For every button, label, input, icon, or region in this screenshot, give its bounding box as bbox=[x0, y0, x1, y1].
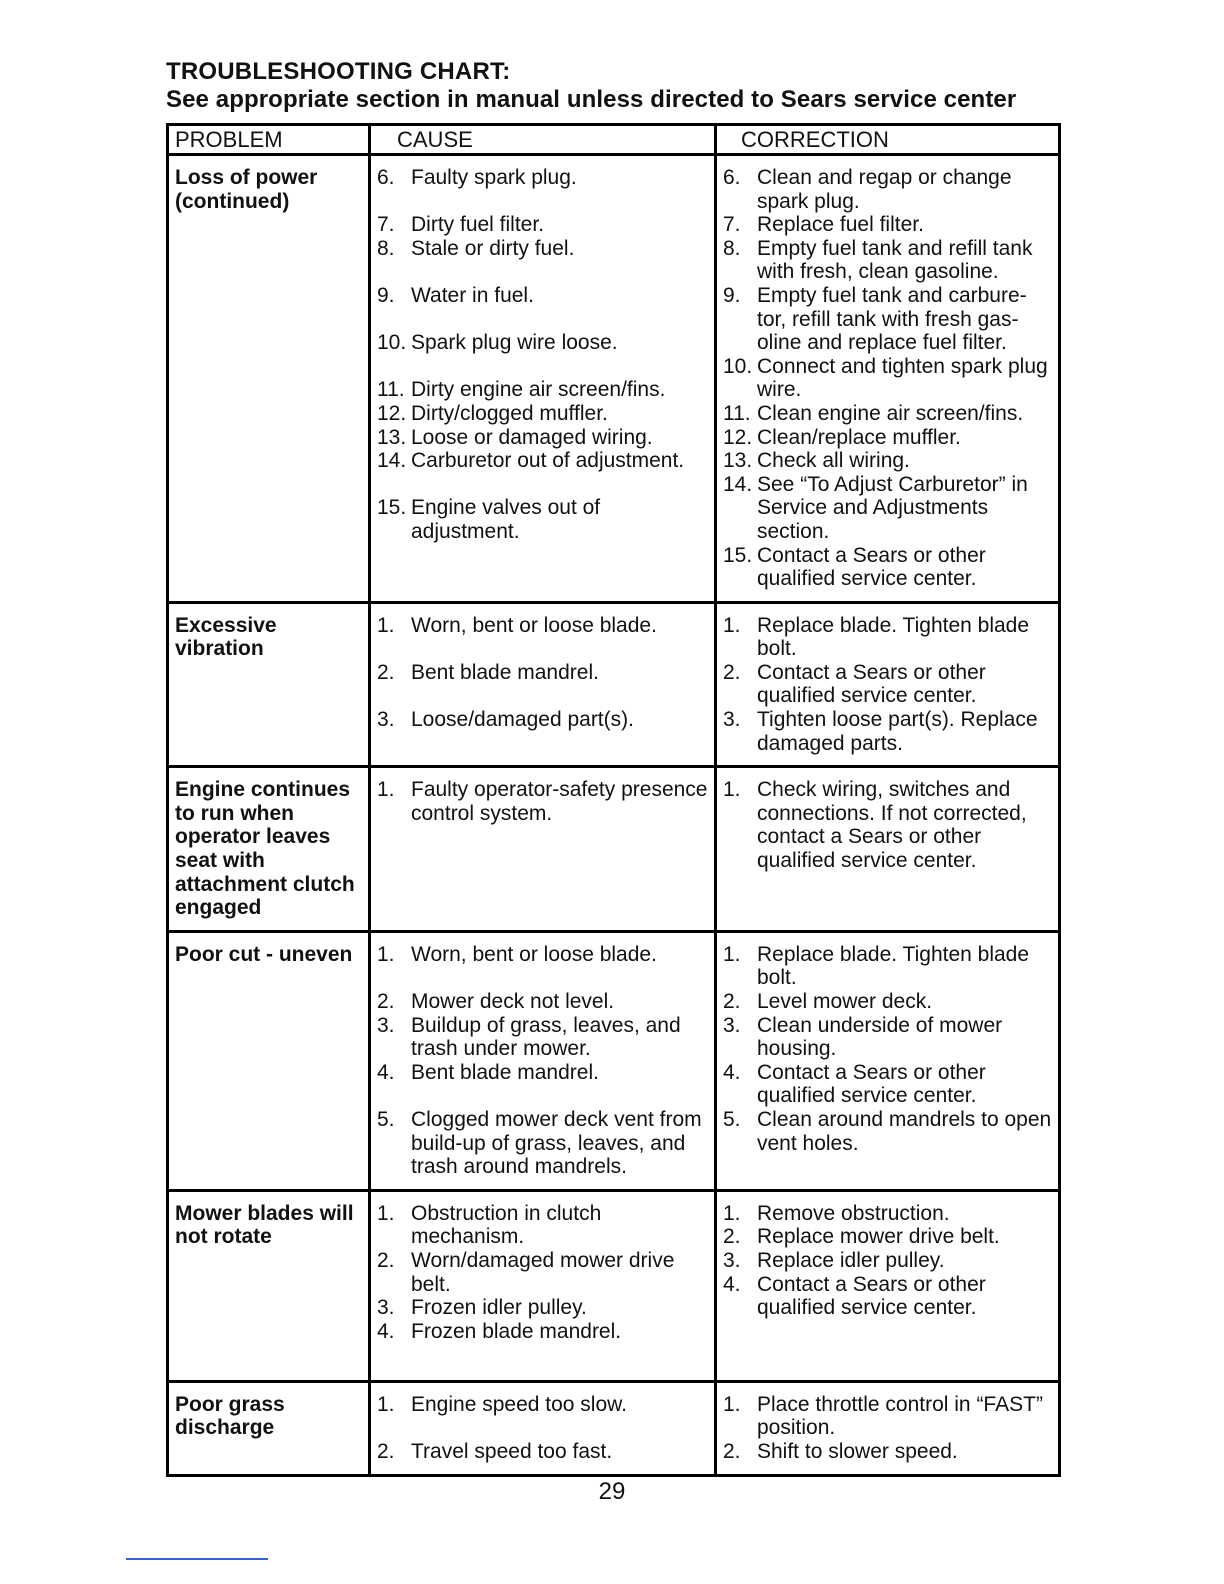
item-text: Buildup of grass, leaves, and trash under mower. bbox=[411, 1013, 681, 1061]
table-row bbox=[168, 1190, 1060, 1381]
table-row bbox=[168, 602, 1060, 767]
list-item bbox=[377, 426, 710, 450]
cause-cell bbox=[370, 602, 716, 767]
item-number: 2. bbox=[377, 1439, 395, 1463]
list-item bbox=[377, 990, 710, 1014]
cause-cell bbox=[370, 1190, 716, 1381]
item-number: 1. bbox=[377, 778, 395, 802]
correction-cell bbox=[716, 1381, 1060, 1475]
item-number: 4. bbox=[723, 1272, 741, 1296]
item-text: Frozen idler pulley. bbox=[411, 1296, 587, 1320]
item-number: 7. bbox=[723, 213, 741, 237]
item-number: 7. bbox=[377, 213, 395, 237]
item-number: 14. bbox=[723, 472, 753, 496]
item-text: Engine speed too slow. bbox=[411, 1392, 627, 1416]
item-text: Connect and tighten spark plug wire. bbox=[757, 354, 1048, 402]
item-text: Dirty engine air screen/fins. bbox=[411, 378, 666, 402]
header-problem: PROBLEM bbox=[168, 125, 370, 155]
item-number: 4. bbox=[377, 1319, 395, 1343]
page-number: 29 bbox=[598, 1478, 626, 1505]
item-number: 4. bbox=[723, 1060, 741, 1084]
item-text: Clean/replace muffler. bbox=[757, 425, 961, 449]
footer-rule bbox=[126, 1558, 268, 1560]
cause-cell bbox=[370, 931, 716, 1190]
item-text: Empty fuel tank and refill tank with fresh, clean gasoline. bbox=[757, 236, 1033, 284]
list-item bbox=[377, 778, 710, 825]
correction-cell bbox=[716, 155, 1060, 603]
problem-cell: Loss of power (continued) bbox=[168, 155, 370, 603]
item-number: 13. bbox=[723, 449, 753, 473]
item-text: Faulty spark plug. bbox=[411, 166, 577, 189]
item-text: Remove obstruction. bbox=[757, 1201, 950, 1225]
item-text: Clean around mandrels to open vent holes. bbox=[757, 1107, 1052, 1155]
list-item bbox=[377, 331, 710, 355]
item-text: Empty fuel tank and carbure-tor, refill tank with fresh gas-oline and replace fuel filter. bbox=[757, 283, 1027, 355]
list-item bbox=[723, 1273, 1054, 1320]
item-number: 3. bbox=[377, 1013, 395, 1037]
table-row bbox=[168, 767, 1060, 932]
item-text: Replace blade. Tighten blade bolt. bbox=[757, 613, 1030, 661]
item-text: Shift to slower speed. bbox=[757, 1439, 958, 1463]
item-number: 6. bbox=[377, 166, 395, 189]
list-item bbox=[723, 1014, 1054, 1061]
item-number: 1. bbox=[723, 1392, 741, 1416]
item-number: 8. bbox=[377, 236, 395, 260]
item-text: Travel speed too fast. bbox=[411, 1439, 613, 1463]
item-text: Tighten loose part(s). Replace damaged parts. bbox=[757, 708, 1038, 755]
list-item bbox=[377, 496, 710, 543]
list-item bbox=[723, 213, 1054, 237]
item-text: Worn, bent or loose blade. bbox=[411, 613, 657, 637]
item-number: 1. bbox=[377, 942, 395, 966]
chart-heading: TROUBLESHOOTING CHART: bbox=[166, 58, 511, 85]
list-item bbox=[723, 237, 1054, 284]
list-item bbox=[723, 1108, 1054, 1155]
item-text: Loose/damaged part(s). bbox=[411, 708, 634, 732]
cause-cell bbox=[370, 767, 716, 932]
table-row bbox=[168, 931, 1060, 1190]
list-item bbox=[723, 614, 1054, 661]
list-item bbox=[377, 1014, 710, 1061]
item-number: 2. bbox=[723, 1225, 741, 1249]
list-item bbox=[377, 708, 710, 732]
list-item bbox=[723, 1393, 1054, 1440]
list-item bbox=[723, 402, 1054, 426]
list-item bbox=[377, 1061, 710, 1085]
list-item bbox=[377, 1202, 710, 1249]
cause-cell bbox=[370, 155, 716, 603]
item-number: 3. bbox=[723, 708, 741, 732]
item-number: 1. bbox=[377, 613, 395, 637]
list-item bbox=[377, 378, 710, 402]
item-text: Clean underside of mower housing. bbox=[757, 1013, 1003, 1061]
list-item bbox=[723, 708, 1054, 755]
item-text: Bent blade mandrel. bbox=[411, 660, 599, 684]
item-number: 10. bbox=[377, 331, 407, 355]
item-number: 5. bbox=[377, 1107, 395, 1131]
item-text: Obstruction in clutch mechanism. bbox=[411, 1201, 602, 1249]
item-number: 11. bbox=[377, 378, 405, 402]
item-text: Clogged mower deck vent from build-up of grass, leaves, and trash around mandrels. bbox=[411, 1107, 702, 1179]
item-text: Dirty/clogged muffler. bbox=[411, 401, 608, 425]
list-item bbox=[723, 1440, 1054, 1464]
list-item bbox=[377, 661, 710, 685]
item-number: 3. bbox=[377, 1296, 395, 1320]
item-text: Check wiring, switches and connections. If not corrected, contact a Sears or other qualified service center. bbox=[757, 778, 1027, 873]
list-item bbox=[723, 544, 1054, 591]
header-correction: CORRECTION bbox=[716, 125, 1060, 155]
item-text: Bent blade mandrel. bbox=[411, 1060, 599, 1084]
correction-cell bbox=[716, 1190, 1060, 1381]
list-item bbox=[377, 943, 710, 967]
item-text: Carburetor out of adjustment. bbox=[411, 449, 685, 473]
item-number: 2. bbox=[723, 990, 741, 1013]
item-number: 1. bbox=[377, 1201, 395, 1225]
item-number: 2. bbox=[377, 1248, 395, 1272]
problem-cell: Excessive vibration bbox=[168, 602, 370, 767]
list-item bbox=[723, 1202, 1054, 1226]
list-item bbox=[377, 237, 710, 261]
correction-cell bbox=[716, 767, 1060, 932]
item-number: 13. bbox=[377, 425, 407, 449]
item-number: 3. bbox=[723, 1013, 741, 1037]
list-item bbox=[723, 166, 1054, 213]
item-number: 14. bbox=[377, 449, 407, 473]
correction-cell bbox=[716, 931, 1060, 1190]
item-text: Faulty operator-safety presence control system. bbox=[411, 778, 708, 825]
item-text: Check all wiring. bbox=[757, 449, 910, 473]
list-item bbox=[377, 1393, 710, 1417]
chart-subheading: See appropriate section in manual unless directed to Sears service center bbox=[166, 86, 1017, 113]
item-text: Place throttle control in “FAST” position. bbox=[757, 1392, 1043, 1440]
list-item bbox=[723, 1249, 1054, 1273]
list-item bbox=[723, 284, 1054, 355]
list-item bbox=[723, 990, 1054, 1014]
list-item bbox=[723, 355, 1054, 402]
item-number: 2. bbox=[723, 1439, 741, 1463]
item-number: 1. bbox=[723, 613, 741, 637]
problem-cell: Engine continues to run when operator leaves seat with attachment clutch engaged bbox=[168, 767, 370, 932]
table-row bbox=[168, 1381, 1060, 1475]
table-body bbox=[168, 155, 1060, 1476]
list-item bbox=[377, 1440, 710, 1464]
problem-cell: Poor cut - uneven bbox=[168, 931, 370, 1190]
list-item bbox=[723, 1061, 1054, 1108]
header-cause: CAUSE bbox=[370, 125, 716, 155]
item-text: Contact a Sears or other qualified service center. bbox=[757, 543, 986, 591]
list-item bbox=[377, 1249, 710, 1296]
item-number: 5. bbox=[723, 1107, 741, 1131]
list-item bbox=[377, 1320, 710, 1344]
item-number: 10. bbox=[723, 354, 753, 378]
item-text: Replace mower drive belt. bbox=[757, 1225, 1000, 1249]
item-text: Worn, bent or loose blade. bbox=[411, 942, 657, 966]
item-number: 2. bbox=[377, 990, 395, 1013]
item-number: 12. bbox=[723, 425, 753, 449]
item-number: 1. bbox=[723, 1201, 741, 1225]
item-text: Contact a Sears or other qualified service center. bbox=[757, 1060, 986, 1108]
list-item bbox=[723, 778, 1054, 872]
item-text: Dirty fuel filter. bbox=[411, 213, 545, 237]
item-text: Spark plug wire loose. bbox=[411, 331, 618, 355]
item-text: Replace fuel filter. bbox=[757, 213, 924, 237]
item-number: 3. bbox=[377, 708, 395, 732]
item-text: Replace blade. Tighten blade bolt. bbox=[757, 942, 1030, 990]
item-number: 9. bbox=[377, 283, 395, 307]
item-text: Frozen blade mandrel. bbox=[411, 1319, 622, 1343]
correction-cell bbox=[716, 602, 1060, 767]
list-item bbox=[377, 1108, 710, 1179]
list-item bbox=[377, 213, 710, 237]
list-item bbox=[377, 166, 710, 190]
item-number: 2. bbox=[723, 660, 741, 684]
item-text: Replace idler pulley. bbox=[757, 1248, 945, 1272]
item-number: 4. bbox=[377, 1060, 395, 1084]
item-text: Worn/damaged mower drive belt. bbox=[411, 1248, 675, 1296]
problem-cell: Poor grass discharge bbox=[168, 1381, 370, 1475]
item-text: Level mower deck. bbox=[757, 990, 933, 1013]
list-item bbox=[377, 1296, 710, 1320]
item-number: 1. bbox=[723, 942, 741, 966]
item-text: Clean and regap or change spark plug. bbox=[757, 166, 1012, 213]
item-text: Clean engine air screen/fins. bbox=[757, 401, 1024, 425]
item-number: 6. bbox=[723, 166, 741, 189]
item-number: 8. bbox=[723, 236, 741, 260]
item-number: 1. bbox=[723, 778, 741, 802]
cause-cell bbox=[370, 1381, 716, 1475]
troubleshooting-table bbox=[166, 123, 1061, 1477]
list-item bbox=[377, 402, 710, 426]
item-text: Loose or damaged wiring. bbox=[411, 425, 653, 449]
table-header-row bbox=[168, 125, 1060, 155]
item-number: 11. bbox=[723, 401, 751, 425]
item-number: 3. bbox=[723, 1248, 741, 1272]
item-text: Water in fuel. bbox=[411, 283, 534, 307]
table-row bbox=[168, 155, 1060, 603]
item-number: 9. bbox=[723, 283, 741, 307]
problem-cell: Mower blades will not rotate bbox=[168, 1190, 370, 1381]
list-item bbox=[377, 284, 710, 308]
list-item bbox=[377, 614, 710, 638]
item-number: 1. bbox=[377, 1392, 395, 1416]
item-number: 15. bbox=[377, 496, 407, 520]
list-item bbox=[723, 449, 1054, 473]
item-text: Stale or dirty fuel. bbox=[411, 236, 575, 260]
item-text: Contact a Sears or other qualified service center. bbox=[757, 1272, 986, 1320]
item-text: See “To Adjust Carburetor” in Service and Adjustments section. bbox=[757, 472, 1028, 543]
list-item bbox=[723, 1225, 1054, 1249]
list-item bbox=[723, 661, 1054, 708]
list-item bbox=[723, 426, 1054, 450]
list-item bbox=[723, 943, 1054, 990]
list-item bbox=[723, 473, 1054, 544]
list-item bbox=[377, 449, 710, 473]
item-text: Contact a Sears or other qualified service center. bbox=[757, 660, 986, 708]
item-number: 15. bbox=[723, 543, 753, 567]
item-text: Mower deck not level. bbox=[411, 990, 615, 1013]
item-text: Engine valves out of adjustment. bbox=[411, 496, 601, 543]
item-number: 2. bbox=[377, 660, 395, 684]
item-number: 12. bbox=[377, 401, 407, 425]
